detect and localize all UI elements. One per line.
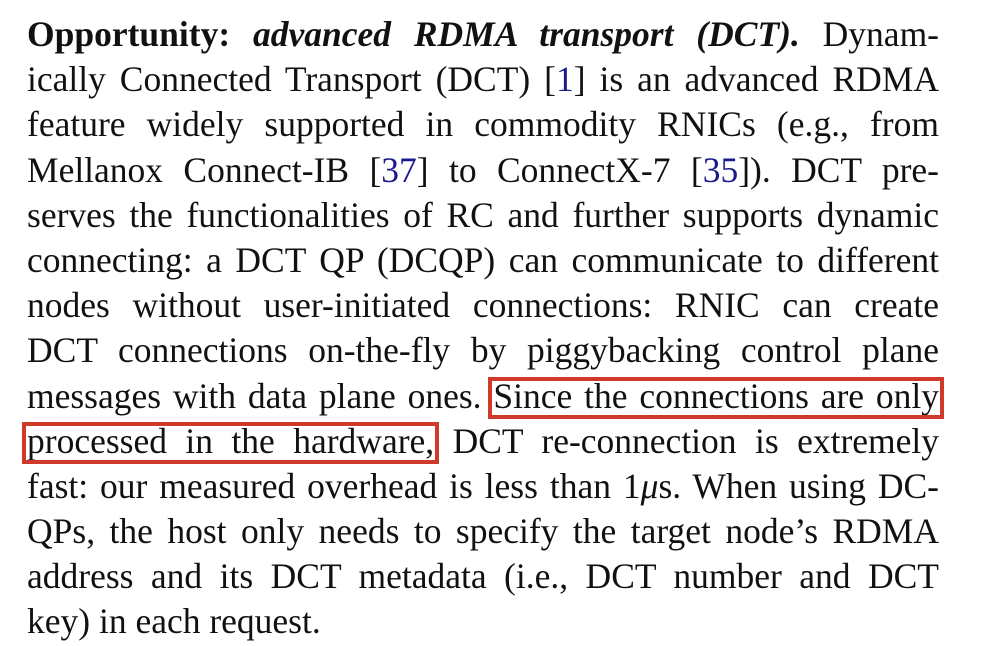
paragraph-line-12: QPs, the host only needs to specify the target node’s RDMA (27, 511, 939, 552)
paragraph-line-10 (27, 419, 939, 464)
line-4-text-mid: ] to ConnectX-7 [ (416, 149, 703, 190)
citation-link-35[interactable]: 35 (702, 149, 739, 190)
paragraph-line-9 (27, 374, 939, 419)
paragraph-heading-title: advanced RDMA transport (DCT). (253, 14, 800, 54)
paragraph-line-8: DCT connections on-the-fly by piggybacking control plane (27, 330, 939, 371)
line-1-text: Dynam- (822, 14, 940, 54)
mu-symbol: μ (640, 465, 659, 506)
paragraph-line-2 (27, 57, 939, 102)
line-4-text-post: ]). DCT pre- (738, 149, 939, 190)
paragraph-line-6: connecting: a DCT QP (DCQP) can communicate to different (27, 239, 939, 280)
paragraph-line-14: key) in each request. (27, 601, 321, 642)
paragraph-line-11 (27, 464, 939, 509)
citation-link-37[interactable]: 37 (381, 149, 417, 190)
line-9-text-pre: messages with data plane ones. (27, 375, 482, 416)
paragraph-line-5: serves the functionalities of RC and further supports dynamic (27, 194, 939, 235)
paragraph-heading-label: Opportunity: (27, 14, 231, 54)
citation-link-1[interactable]: 1 (555, 59, 574, 100)
line-4-text-pre: Mellanox Connect-IB [ (27, 149, 382, 190)
paragraph-line-3: feature widely supported in commodity RNICs (e.g., from (27, 104, 939, 145)
paragraph-line-1 (27, 12, 939, 57)
highlight-text-part-2: processed in the hardware, (27, 420, 435, 461)
paragraph-line-13: address and its DCT metadata (i.e., DCT number and DCT (27, 556, 939, 597)
highlight-text-part-1: Since the connections are only (493, 375, 940, 416)
line-10-text-post: DCT re-connection is extremely (452, 420, 940, 461)
paragraph-line-7: nodes without user-initiated connections: RNIC can create (27, 285, 939, 326)
paragraph (27, 12, 939, 645)
line-11-text-post: s. When using DC- (658, 465, 939, 506)
line-11-text-pre: fast: our measured overhead is less than 1 (27, 465, 641, 506)
line-2-text-post: ] is an advanced RDMA (573, 59, 939, 100)
paragraph-line-4 (27, 148, 939, 193)
line-2-text-pre: ically Connected Transport (DCT) [ (27, 59, 556, 100)
